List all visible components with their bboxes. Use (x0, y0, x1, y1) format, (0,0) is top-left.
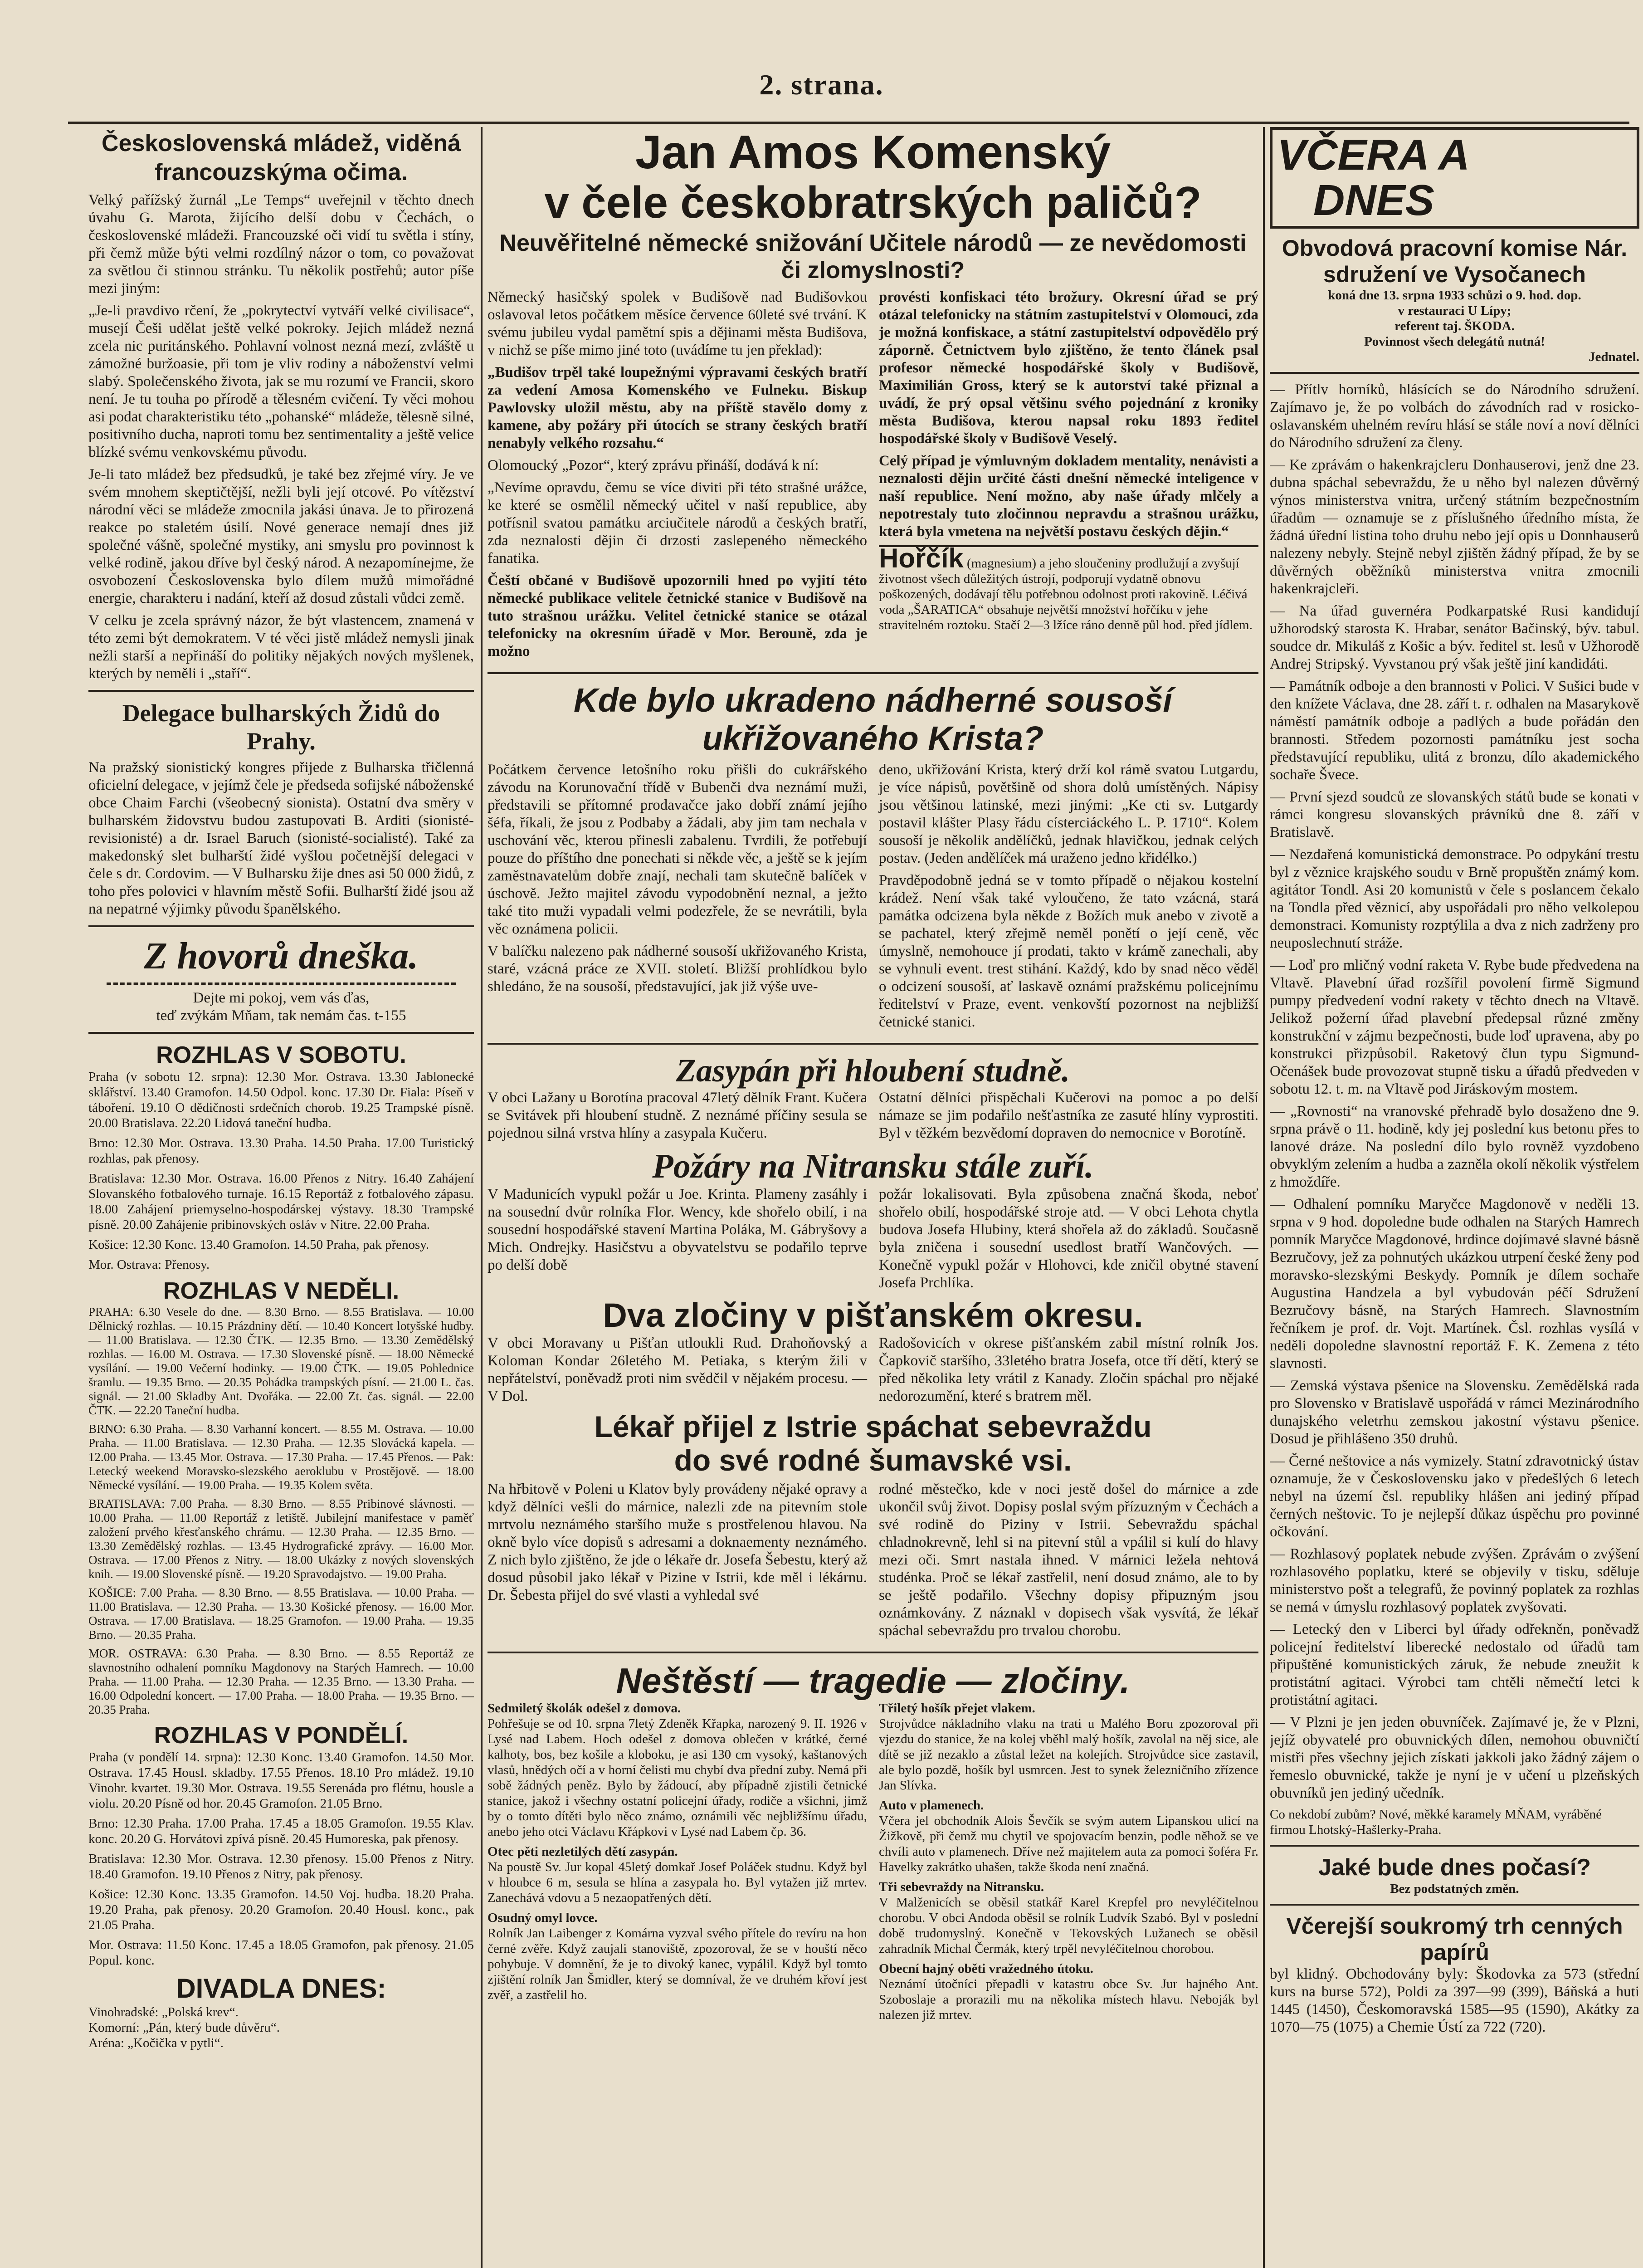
article-paragraph: Počátkem července letošního roku přišli do cukrářského závodu na Korunovační třídě v Bubenči dva neznámí muži, představili se přítomné prodavačce jako dobří známí jejího šéfa, říkali, že jsou z Podbaby a žádali, aby jim tam nechala v uschování věc, kterou přinesli zabalenu. Tvrdili, že potřebují pouze do příštího dne ponechati si někde věc, a ještě se k jejím zaměstnavatelům dobře znají, nechali tam skutečně balíček v úschově. Ježto majitel závodu vypodobnění neznal, a ježto také tito muži vypadali velmi podezřele, že se nevrátili, byla věc oznámena policii. (488, 762, 867, 937)
theatre-listing: Komorní: „Pán, který bude důvěru“. (88, 2020, 280, 2035)
divider (488, 1043, 1258, 1045)
news-item: — Nezdařená komunistická demonstrace. Po odpykání trestu byl z věznice krajského soudu v Brně propuštěn známý kom. agitátor Tondl. Asi 20 komunistů v čele s poslancem čekalo na Tondla před věznicí, aby uspořádali pro něho velkolepou demonstraci. Komunisty rozptýlila a dva z nich zadrženy pro neuposlechnutí stráže. (1270, 846, 1639, 951)
article-paragraph: požár lokalisovati. Byla způsobena značná škoda, neboť shořelo obilí, hospodářské stroje atd. — V obci Lehota chytla budova Josefa Hlubiny, která shořela až do základů. Současně byla zničena i sousední usedlost bratří Wančových. — Konečně vypukl požár v Hlohovci, kde zničil obytné stavení Josefa Prchlíka. (879, 1186, 1258, 1291)
headline: Požáry na Nitransku stále zuří. (652, 1147, 1094, 1185)
masthead-line: VČERA A (1277, 131, 1470, 179)
article-title: Československá mládež, viděná francouzskýma očima. (102, 130, 461, 186)
theatre-heading: DIVADLA DNES: (176, 1973, 386, 2004)
theatre-listing: Vinohradské: „Polská krev“. (88, 2005, 239, 2019)
article-paragraph: Na hřbitově v Poleni u Klatov byly provádeny nějaké opravy a když dělníci vešli do márnice, nalezli zde na pitevním stole mrtvolu neznámého staršího muže s prostřelenou hlavou. Na okně bylo více dopisů s adresami a doknaementy neznámého. Z nich bylo zjištěno, že jde o lékaře dr. Josefa Šebestu, který až dosud působil jako lékař v Pizine v Istrii, kde měl i lékárnu. Dr. Šebesta přijel do své vlasti a vyhledal své (488, 1481, 867, 1603)
headline: do své rodné šumavské vsi. (674, 1443, 1072, 1477)
divider (488, 672, 1258, 674)
notice-line: koná dne 13. srpna 1933 schůzi o 9. hod. dop. (1328, 288, 1581, 303)
news-item: — Přítlv horníků, hlásících se do Národního sdružení. Zajímavo je, že po volbách do závodních rad v rosicko-oslavanském uhelném revíru hlásí se stále noví a noví dělníci do Národního sdružení za členy. (1270, 381, 1639, 451)
news-item: — Na úřad guvernéra Podkarpatské Rusi kandidují užhorodský starosta K. Hrabar, senátor Bačinský, býv. tabul. soudce dr. Mikuláš z Košic a býv. ředitel st. lesů v Užhorodě Andrej Stripský. Vyvstanou prý však ještě jiní kandidáti. (1270, 603, 1639, 672)
center-column (488, 127, 1258, 2268)
radio-listing: Praha (v sobotu 12. srpna): 12.30 Mor. Ostrava. 13.30 Jablonecké sklářství. 13.40 Gramofon. 14.50 Odpol. konc. 17.30 Dr. Fiala: Píseň v táboření. 19.10 O dědičnosti srdečních chorob. 19.25 Trampské písně. 20.00 Bratislava. 22.20 Lidová taneční hudba. (88, 1070, 474, 1130)
subheadline: Neuvěřitelné německé snižování Učitele národů — ze nevědomosti či zlomyslnosti? (499, 230, 1247, 284)
news-item: — Ke zprávám o hakenkrajcleru Donhauserovi, jenž dne 23. dubna spáchal sebevraždu, že u něho byl nalezen důvěrný výnos ministerstva vnitra, určený státním bezpečnostním úřadům — oznamuje se z příslušného úředního místa, že žádná úřední listina toho druhu nebo její opis u Donnhauserů nalezeny nebyly. Stejně nebyl zjištěn žádný případ, že by se důvěrných oběžníků ministerstva vnitra zmocnili hakenkrajcleři. (1270, 457, 1639, 597)
masthead (1270, 127, 1639, 229)
page-number: 2. strana. (759, 68, 884, 101)
notice-line: Povinnost všech delegátů nutná! (1364, 334, 1545, 349)
radio-listing: KOŠICE: 7.00 Praha. — 8.30 Brno. — 8.55 Bratislava. — 10.00 Praha. — 11.00 Bratislava. — 12.30 Praha. — 13.30 Košické přenosy. — 16.00 Mor. Ostrava. — 17.00 Bratislava. — 18.25 Gramofon. — 19.00 Praha. — 19.35 Brno. — 20.35 Praha. (88, 1586, 474, 1642)
news-heading: Tři sebevraždy na Nitransku. (879, 1880, 1044, 1894)
divider (88, 1032, 474, 1034)
divider (1270, 1845, 1639, 1847)
notice-title: Obvodová pracovní komise Nár. sdružení ve Vysočanech (1282, 235, 1628, 287)
radio-listing: Bratislava: 12.30 Mor. Ostrava. 16.00 Přenos z Nitry. 16.40 Zahájení Slovanského fotbalového turnaje. 16.15 Reportáž z fotbalového zápasu. 18.00 Zahájení priemyselno-hospodárskej výstavy. 18.30 Trampské písně. 20.00 Zahájenie pribinovských osláv v Nitre. 22.00 Praha. (88, 1171, 474, 1232)
masthead-line: DNES (1313, 176, 1434, 225)
article-paragraph: V obci Lažany u Borotína pracoval 47letý dělník Frant. Kučera se Svitávek při hloubení studně. Z neznámé příčiny sesula se pojednou silná vrstva hlíny a zasypala Kučeru. (488, 1090, 867, 1141)
radio-listing: Praha (v pondělí 14. srpna): 12.30 Konc. 13.40 Gramofon. 14.50 Mor. Ostrava. 17.45 Housl. skladby. 17.55 Přenos. 18.10 Pro mládež. 19.10 Vinohr. kvartet. 19.30 Mor. Ostrava. 19.55 Serenáda pro flétnu, housle a violu. 20.20 Písně od hor. 20.45 Gramofon. 21.05 Brno. (88, 1750, 474, 1811)
news-paragraph: Neznámí útočníci přepadli v katastru obce Sv. Jur hajného Ant. Szoboslaje a prorazili mu na několika místech hlavu. Neboják byl nalezen již mrtev. (879, 1977, 1258, 2022)
article-paragraph: „Nevíme opravdu, čemu se více diviti při této strašné urážce, ke které se osmělil německý učitel v naší republice, aby potřísnil svatou památku arciučitele národů a českých bratří, zda neznalosti dějin či drzosti zaslepeného německého fanatika. (488, 479, 867, 567)
radio-listing: Brno: 12.30 Praha. 17.00 Praha. 17.45 a 18.05 Gramofon. 19.55 Klav. konc. 20.20 G. Horvátovi zpívá písně. 20.45 Humoreska, pak přenosy. (88, 1816, 474, 1846)
radio-heading: ROZHLAS V PONDĚLÍ. (154, 1722, 409, 1749)
news-item: — Rozhlasový poplatek nebude zvýšen. Zprávám o zvýšení rozhlasového poplatku, které se objevily v tisku, sděluje ministerstvo pošt a telegrafů, že povinný poplatek za rozhlas se nemá v úmyslu rozhlasový poplatek zvyšovati. (1270, 1546, 1639, 1615)
article-paragraph: V celku je zcela správný názor, že být vlastencem, znamená v této zemi být demokratem. V té věci jistě mládež nemysli jinak nežli starší a nepřináší do politiky nějakých nových myšlenek, kterých by neměli i „staří“. (88, 612, 474, 682)
article-quote: „Budišov trpěl také loupežnými výpravami českých bratří za vedení Amosa Komenského ve Fulneku. Biskup Pawlovsky uložil městu, aby na příště stavělo domy z kamene, aby požáry při útocích se strany českých bratří nenabyly velkého rozsahu.“ (488, 364, 867, 451)
headline: Kde bylo ukradeno nádherné sousoší (574, 681, 1172, 719)
article-paragraph: rodné městečko, kde v noci jestě došel do márnice a zde ukončil svůj život. Dopisy poslal svým přízuzným v Čechách a své rodině do Piziny v Istrii. Sebevraždu spáchal chladnokrevně, lehl si na pitevní stůl a vpálil si kulí do hlavy mezi oči. Smrt nastala ihned. V márnici ležela nehtová studénka. Proč se lékař zastřelil, není dosud známo, ale to by se ještě podařilo. Všechny dopisy připuzným jsou oznámkovány. Z náznakl v dopisech však vysvítá, že lékař spáchal sebevraždu pro trvalou chorobu. (879, 1481, 1258, 1639)
news-paragraph: Rolník Jan Laibenger z Komárna vyzval svého přítele do revíru na hon černé zvěře. Když zaujali stanoviště, zpozoroval, že se v houští něco pohybuje. V domnění, že je to divoký kanec, vypálil. Když byl tomto zjištění rolník Jan Šmidler, který se domníval, že ve druhém křoví jest zvěř, a zastřelil ho. (488, 1926, 867, 2002)
left-column (88, 127, 474, 2268)
headline: Jan Amos Komenský (635, 127, 1111, 179)
radio-listing: PRAHA: 6.30 Vesele do dne. — 8.30 Brno. — 8.55 Bratislava. — 10.00 Dělnický rozhlas. — 10.15 Prázdniny dětí. — 10.40 Koncert lotyšské hudby. — 11.00 Bratislava. — 12.30 ČTK. — 12.35 Brno. — 13.30 Zemědělský rozhlas. — 16.00 M. Ostrava. — 17.30 Slovenské písně. — 18.00 Německé vysílání. — 19.00 Večerní hodinky. — 19.00 ČTK. — 19.05 Pohlednice šramlu. — 19.35 Brno. — 20.35 Pohádka trampských písní. — 21.00 L. čas. signál. — 21.00 Skladby Ant. Dvořáka. — 22.00 Zt. čas. signál. — 22.00 ČTK. — 22.20 Taneční hudba. (88, 1305, 474, 1417)
weather-text: Bez podstatných změn. (1390, 1882, 1519, 1896)
ad-line: Dejte mi pokoj, vem vás ďas, (193, 990, 370, 1006)
article-paragraph: „Je-li pravdivo rčení, že „pokrytectví vytváří velké civilisace“, musejí Češi udělat ještě velké pokroky. Jejich mládež nezná zcela nic puritánského. Pohlavní volnost nezná mezí, zvláště u zámožné buržoasie, při tom je vliv rodiny a náboženství velmi slabý. Společenského života, jak se mu rozumí ve Francii, skoro není. Je tu touha po přírodě a tělesném cvičení. Ty věci mohou asi podat charakteristiku této „pohanské“ mládeže, tělesně silné, positivního ducha, naproti tomu bez sentimentality a ještě velice blízké svému venkovskému původu. (88, 303, 474, 460)
news-item: — Černé neštovice a nás vymizely. Statní zdravotnický ústav oznamuje, že v Československu jako v předešlých 6 letech nebyl na území čsl. republiky hlášen ani jediný případ černých neštovic. To je nejlepší důkaz úspěchu pro povinné očkování. (1270, 1453, 1639, 1540)
ad-line: teď zvýkám Mňam, tak nemám čas. t-155 (156, 1007, 406, 1024)
right-column (1270, 127, 1639, 2268)
section-title: Z hovorů dneška. (144, 935, 419, 977)
news-heading: Třiletý hošík přejet vlakem. (879, 1701, 1035, 1716)
dashed-divider (107, 982, 456, 985)
divider (88, 690, 474, 692)
radio-listing: MOR. OSTRAVA: 6.30 Praha. — 8.30 Brno. — 8.55 Reportáž ze slavnostního odhalení pomníku Magdonovy na Starých Hamrech. — 10.00 Praha. — 11.00 Praha. — 12.30 Praha. — 12.35 Brno. — 13.30 Praha. — 16.00 Odpolední koncert. — 17.00 Praha. — 18.00 Praha. — 19.35 Brno. — 20.35 Praha. (88, 1647, 474, 1716)
news-paragraph: Pohřešuje se od 10. srpna 7letý Zdeněk Křapka, narozený 9. II. 1926 v Lysé nad Labem. Hoch odešel z domova oblečen v krátké, černé kalhoty, bos, bez košile a kloboku, je asi 130 cm vysoký, kaštanových vlasů, hnědých očí a v horní čelisti mu chybí dva přední zuby. Nemá při sobě žádných peněz. Bylo by žádoucí, aby případně zjistili četnické stanice, jakož i všechny ostatní policejní úřady, rodiče a všichni, jimž by o tomto dítěti bylo něco známo, oznámili věc nejbližšímu úřadu, anebo jeho otci Václavu Křápkovi v Lysé nad Labem čp. 36. (488, 1716, 867, 1839)
article-paragraph: provésti konfiskaci této brožury. Okresní úřad se prý otázal telefonicky na státním zastupitelství v Olomouci, zda je možná konfiskace, a státní zastupitelství odpovědělo prý záporně. Četnictvem bylo zjištěno, že tento článek psal profesor německé hospodářské školy v Budišově, Maximilián Gross, který se k autorství také přiznal a uvádí, že prý opsal většinu svého pojednání z kroniky města Budišova, kterou napsal roku 1893 ředitel hospodářské školy v Budišově Veselý. (879, 289, 1258, 447)
news-paragraph: Strojvůdce nákladního vlaku na trati u Malého Boru zpozoroval při vjezdu do stanice, že na kolej vběhl malý hošík, zavolal na něj sice, ale dítě se již nezaklo a zůstal ležet na kolejích. Strojvůdce sice zastavil, ale bylo pozdě, hošík byl usmrcen. Jest to synek železničního zřízence Jan Slívka. (879, 1716, 1258, 1793)
header-rule (68, 122, 1629, 124)
headline: Neštěstí — tragedie — zločiny. (616, 1661, 1130, 1701)
ad-text: (magnesium) a jeho sloučeniny prodlužují a zvyšují životnost všech důležitých ústrojí, podporují vydatně obnovu poškozených, dodávají tělu potřebnou odolnost proti rakovině. Léčivá voda „ŠARATICA“ obsahuje největší množství hořčíku v jehe stravitelném roztoku. Stačí 2—3 lžíce ráno denně půl hod. před jídlem. (879, 556, 1253, 632)
news-item: — „Rovnosti“ na vranovské přehradě bylo dosaženo dne 9. srpna právě o 11. hodině, kdy jej poslední kus betonu přes to lanové dráze. Na poslední dílo bylo rovněž vyzdobeno obvyklým zelením a hudba a zazněla okolí několik výstřelem z hmoždíře. (1270, 1103, 1639, 1190)
article-paragraph: deno, ukřižování Krista, který drží kol rámě svatou Lutgardu, je více nápisů, povětšině od shora dolů umístěných. Nápisy jsou většinou latinské, mezi jinými: „Ke cti sv. Lutgardy postavil klášter Plasy řádu císterciáckého L. P. 1710“. Kolem sousoší je několik andělíčků, jednak hlavičkou, jednak celých postav. (Jeden andělíček má uraženo jedno křidélko.) (879, 762, 1258, 866)
radio-listing: Košice: 12.30 Konc. 13.35 Gramofon. 14.50 Voj. hudba. 18.20 Praha. 19.20 Praha, pak přenosy. 20.20 Gramofon. 20.40 Housl. konc., pak 21.05 Praha. (88, 1887, 474, 1932)
radio-listing: Bratislava: 12.30 Mor. Ostrava. 12.30 přenosy. 15.00 Přenos z Nitry. 18.40 Gramofon. 19.10 Přenos z Nitry, pak přenosy. (88, 1852, 474, 1882)
headline: Dva zločiny v pišťanském okresu. (603, 1296, 1143, 1334)
article-paragraph: V obci Moravany u Pišťan utloukli Rud. Drahoňovský a Koloman Kondar 26letého M. Petiaka, s kterým žili v nepřátelství, poněvadž proti nim svědčil v nějakém procesu. — V Dol. (488, 1335, 867, 1404)
news-item: — Loď pro mličný vodní raketa V. Rybe bude předvedena na Vltavě. Plavební úřad rozšířil povolení firmě Sigmund pumpy předvedení vodní rakety v těchto dnech na Vltavě. Jelikož požerní úřad plavební předepsal různé změny konstrukční v zájmu bezpečnosti, bude loď upravena, aby po konstrukci přizpůsobil. Raketový člun typu Sigmund-Očenášek bude provozovat stupně tisku a úřadů předveden v sobotu 12. t. m. na Vltavě pod Jiráskovým mostem. (1270, 957, 1639, 1097)
news-paragraph: V Malženicích se oběsil statkář Karel Krepfel pro nevyléčitelnou chorobu. V obci Andoda oběsil se rolník Ludvík Szabó. Byl v poslední době trudomyslný. Konečně v Tekovských Lužanech se oběsil zahradník Michal Čermák, který trpěl nevyléčitelnou chorobou. (879, 1895, 1258, 1956)
article-paragraph: Olomoucký „Pozor“, který zprávu přináší, dodává k ní: (488, 457, 819, 474)
news-item: — Odhalení pomníku Maryčce Magdonově v neděli 13. srpna v 9 hod. dopoledne bude odhalen na Starých Hamrech pomník Maryčce Magdonové, hrdince dojímavé slavné básně Bezručovy, jež za pohnutých ukázkou utrpení české ženy pod moravsko-slezskými Beskydy. Pomník je dílem sochaře Augustina Handzela a byl vybudován péčí Sdružení Bezručovy básně, na Starých Hamrech. Slavnostním řečníkem je prof. dr. Vojt. Martínek. Čsl. rozhlas vysílá v neděli dopoledne slavnostní reportáž F. K. Zemena z této slavnosti. (1270, 1196, 1639, 1372)
column-divider-right (1263, 127, 1265, 2268)
headline: ukřižovaného Krista? (702, 719, 1044, 757)
radio-listing: Košice: 12.30 Konc. 13.40 Gramofon. 14.50 Praha, pak přenosy. (88, 1237, 429, 1252)
news-heading: Auto v plamenech. (879, 1798, 984, 1813)
article-paragraph: Pravděpodobně jedná se v tomto případě o nějakou kostelní krádež. Není však také vyloučeno, že tato vzácná, stará památka odcizena byla někde z Božích muk anebo v zivotě a se pachatel, který zřejmě neměl ponětí o její ceně, věc úmyslně, nemohouce jí prodati, takto v krámě zanechali, aby se vyhnuli event. trest stihání. Každý, kdo by snad něco věděl o odcizení sousoší, ať laskavě oznámí pražskému policejnímu ředitelství v Praze, event. venkovští pozornost na nejbližší četnické stanici. (879, 872, 1258, 1030)
article-paragraph: Na pražský sionistický kongres přijede z Bulharska třičlenná oficielní delegace, v jejímž čele je předseda sofijské náboženské obce Chaim Farchi (všeobecný sionista). Ostatní dva směry v bulharském židovstvu budou zastupovati B. Arditi (sionisté-revisionisté) a dr. Israel Baruch (sionisté-socialisté). Také za makedonský slet bulharští židé vyšlou početnější delegaci v čele s dr. Cordovim. — V Bulharsku žije dnes asi 50 000 židů, z toho přes polovici v hlavním městě Sofii. Bulharští židé jsou až na nepatrné výjimky původu španělského. (88, 759, 474, 917)
notice-line: v restauraci U Lípy; (1398, 303, 1511, 318)
radio-listing: Mor. Ostrava: Přenosy. (88, 1257, 210, 1272)
radio-listing: Brno: 12.30 Mor. Ostrava. 13.30 Praha. 14.50 Praha. 17.00 Turistický rozhlas, pak přenosy. (88, 1136, 474, 1166)
article-paragraph: Německý hasičský spolek v Budišově nad Budišovkou oslavoval letos počátkem měsíce července 60leté své trvání. K svému jubileu vydal pamětní spis a dějinami města Budišova, v nichž se píše mimo jiné toto (uvádíme tu jen překlad): (488, 289, 867, 358)
radio-heading: ROZHLAS V SOBOTU. (156, 1042, 406, 1068)
theatre-listing: Aréna: „Kočička v pytli“. (88, 2036, 224, 2050)
news-item: — V Plzni je jen jeden obuvníček. Zajímavé je, že v Plzni, jejíž obyvatelé pro obuvnických dílen, nemohou obuvničtí mistři přes všechny jejich získati jakkoli jako žádný zájem o řemeslo obuvnické, takže je nyní je v učení u plzeňských obuvníků jen jediný učedník. (1270, 1714, 1639, 1801)
article-paragraph: V balíčku nalezeno pak nádherné sousoší ukřižovaného Krista, staré, vzácná práce ze XVII. století. Bližší prohlídkou bylo shledáno, že na sousoší, představující, jak již výše uve- (488, 943, 867, 995)
ad-text: Co nekdobí zubům? Nové, měkké karamely MŇAM, vyráběné firmou Lhotský-Hašlerky-Praha. (1270, 1807, 1602, 1837)
article-paragraph: Čeští občané v Budišově upozornili hned po vyjití této německé publikace velitele četnické stanice v Budišově na tuto strašnou urážku. Velitel četnické stanice se otázal telefonicky na okresním úřadě v Mor. Berouně, zda je možno (488, 572, 867, 660)
notice-signature: Jednatel. (1589, 350, 1639, 364)
news-heading: Osudný omyl lovce. (488, 1911, 598, 1925)
divider (488, 1652, 1258, 1653)
headline: Zasypán při hloubení studně. (676, 1052, 1070, 1089)
radio-heading: ROZHLAS V NEDĚLI. (163, 1278, 400, 1304)
article-paragraph: Velký pařížský žurnál „Le Temps“ uveřejnil v těchto dnech úvahu G. Marota, žijícího delší dobu v Čechách, o československé mládeži. Francouzské oči vidí tu světla i stíny, při čemž může býti velmi rozdílný názor o tom, co považovat za světlou či stinnou stránku. Tu několik postřehů; autor píše mezi jiným: (88, 192, 474, 297)
article-paragraph: Ostatní dělníci přispěchali Kučerovi na pomoc a po delší námaze se jim podařilo nešťastníka ze zasuté hlíny vyprostiti. Byl v těžkém bezvědomí dopraven do nemocnice v Borotíně. (879, 1090, 1258, 1141)
radio-listing: BRNO: 6.30 Praha. — 8.30 Varhanní koncert. — 8.55 M. Ostrava. — 10.00 Praha. — 11.00 Bratislava. — 12.30 Praha. — 12.35 Slovácká kapela. — 12.00 Praha. — 13.45 Mor. Ostrava. — 17.30 Praha. — 17.45 Přenos. — Pak: Letecký weekend Moravsko-slezského aeroklubu v Prostějově. — 18.00 Německé vysílání. — 19.00 Praha. — 19.35 Kolem světa. (88, 1422, 474, 1492)
news-heading: Otec pěti nezletilých dětí zasypán. (488, 1844, 678, 1859)
article-title: Delegace bulharských Židů do Prahy. (122, 699, 440, 755)
news-paragraph: Na poustě Sv. Jur kopal 45letý domkař Josef Poláček studnu. Když byl v hloubce 6 m, sesula se hlína a zasypala ho. Byl vytažen již mrtev. Zanechává vdovu a 5 nezaopatřených dětí. (488, 1860, 867, 1905)
news-heading: Obecní hajný oběti vražedného útoku. (879, 1961, 1093, 1976)
news-item: — První sjezd soudců ze slovanských států bude se konati v rámci kongresu slovanských právníků dne 8. září v Bratislavě. (1270, 789, 1639, 841)
article-paragraph: Celý případ je výmluvným dokladem mentality, nenávisti a neznalosti dějin určité části dnešní německé inteligence v naší republice. Není možno, aby naše úřady mlčely a nepotrestaly tuto zločinnou nepravdu a strašnou urážku, která byla vmetena na největší postavu českých dějin.“ (879, 453, 1258, 540)
headline: v čele českobratrských paličů? (544, 177, 1202, 227)
divider (1270, 372, 1639, 374)
headline: Lékař přijel z Istrie spáchat sebevraždu (594, 1410, 1152, 1443)
news-item: — Zemská výstava pšenice na Slovensku. Zemědělská rada pro Slovensko v Bratislavě uspořádá v rámci Mezinárodního dunajského veletrhu zemskou jakostní výstavu pšenice. Dosud je přihlášeno 350 druhů. (1270, 1378, 1639, 1447)
news-item: — Letecký den v Liberci byl úřady odřekněn, poněvadž policejní ředitelství liberecké nedostalo od úřadů tam připuštěné komunistických záruk, že nebude zneužit k protistátní agitaci. Výrobci tam chtěli němečtí letci k protistátní agitaci. (1270, 1621, 1639, 1708)
market-text: byl klidný. Obchodovány byly: Škodovka za 573 (střední kurs na burse 572), Poldi za 397—99 (399), Báňská a huti 1445 (1450), Českomoravská 1585—95 (1590), Akátky za 1070—75 (1075) a Chemie Ústí za 722 (720). (1270, 1966, 1639, 2035)
weather-title: Jaké bude dnes počasí? (1318, 1854, 1591, 1881)
notice-line: referent taj. ŠKODA. (1394, 319, 1515, 333)
market-title: Včerejší soukromý trh cenných papírů (1286, 1913, 1623, 1965)
ad-brand: Hořčík (879, 543, 964, 573)
news-heading: Sedmiletý školák odešel z domova. (488, 1701, 681, 1716)
news-paragraph: Včera jel obchodník Alois Ševčík se svým autem Lipanskou ulicí na Žižkově, při čemž mu chytil ve spojovacím benzin, podle něhož se ve chvíli auto v plamenech. Dříve než majitelem auta za pomoci šoféra Fr. Havelky zakrátko uhašen, takže škoda není značná. (879, 1813, 1258, 1874)
divider (88, 925, 474, 927)
news-item: — Památník odboje a den brannosti v Polici. V Sušici bude v den knížete Václava, dne 28. září t. r. odhalen na Masarykově náměstí památník odboje a padlých a bude pořádán den brannosti. Středem pozornosti památníku jest socha představující republiku, ulitá z bronzu, dílo akademického sochaře Švece. (1270, 678, 1639, 783)
article-paragraph: Radošovicích v okrese pišťanském zabil místní rolník Jos. Čapkovič staršího, 33letého bratra Josefa, otce tří dětí, který se před několika lety vrátil z Kanady. Zločin spáchal pro nějaké nedorozumění, které s bratrem měl. (879, 1335, 1258, 1404)
divider (1270, 1904, 1639, 1906)
radio-listing: BRATISLAVA: 7.00 Praha. — 8.30 Brno. — 8.55 Pribinové slávnosti. — 10.00 Praha. — 11.00 Reportáž z letiště. Jubilejní manifestace v paměť založení prvého křesťanského chrámu. — 12.30 Praha. — 12.35 Brno. — 13.30 Zemědělský rozhlas. — 13.45 Hydrografické zprávy. — 16.00 Mor. Ostrava. — 17.00 Přenos z Nitry. — 18.00 Ukázky z nových slovenských knih. — 19.00 Slovenské písně. — 19.20 Spravodajstvo. — 19.00 Praha. (88, 1497, 474, 1581)
article-paragraph: V Madunicích vypukl požár u Joe. Krinta. Plameny zasáhly i na sousední dvůr rolníka Flor. Wency, kde shořelo obilí, i na sousední hospodářské stavení Martina Poláka, M. Gábryšovy a Mich. Ondrejky. Hasičstvu a obyvatelstvu se podařilo teprve po delší době (488, 1186, 867, 1273)
article-paragraph: Je-li tato mládež bez předsudků, je také bez zřejmé víry. Je ve svém mnohem skeptičtější, nežli byli její otcové. Po vítězství národní věci se mládeže zmocnila jakási únava. Je to přirozená reakce po staletém úsilí. Nové generace nemají dnes již společné vášně, společné mystiky, ani smyslu pro povinnost k velké rodině, jakou dříve byl český národ. A nezapomínejme, že osvobození Československa bylo dílem mužů mimořádné energie, charakteru i nadání, kteří až dosud zůstali vůdci země. (88, 466, 474, 606)
column-divider-left (481, 127, 483, 2268)
radio-listing: Mor. Ostrava: 11.50 Konc. 17.45 a 18.05 Gramofon, pak přenosy. 21.05 Popul. konc. (88, 1938, 474, 1968)
